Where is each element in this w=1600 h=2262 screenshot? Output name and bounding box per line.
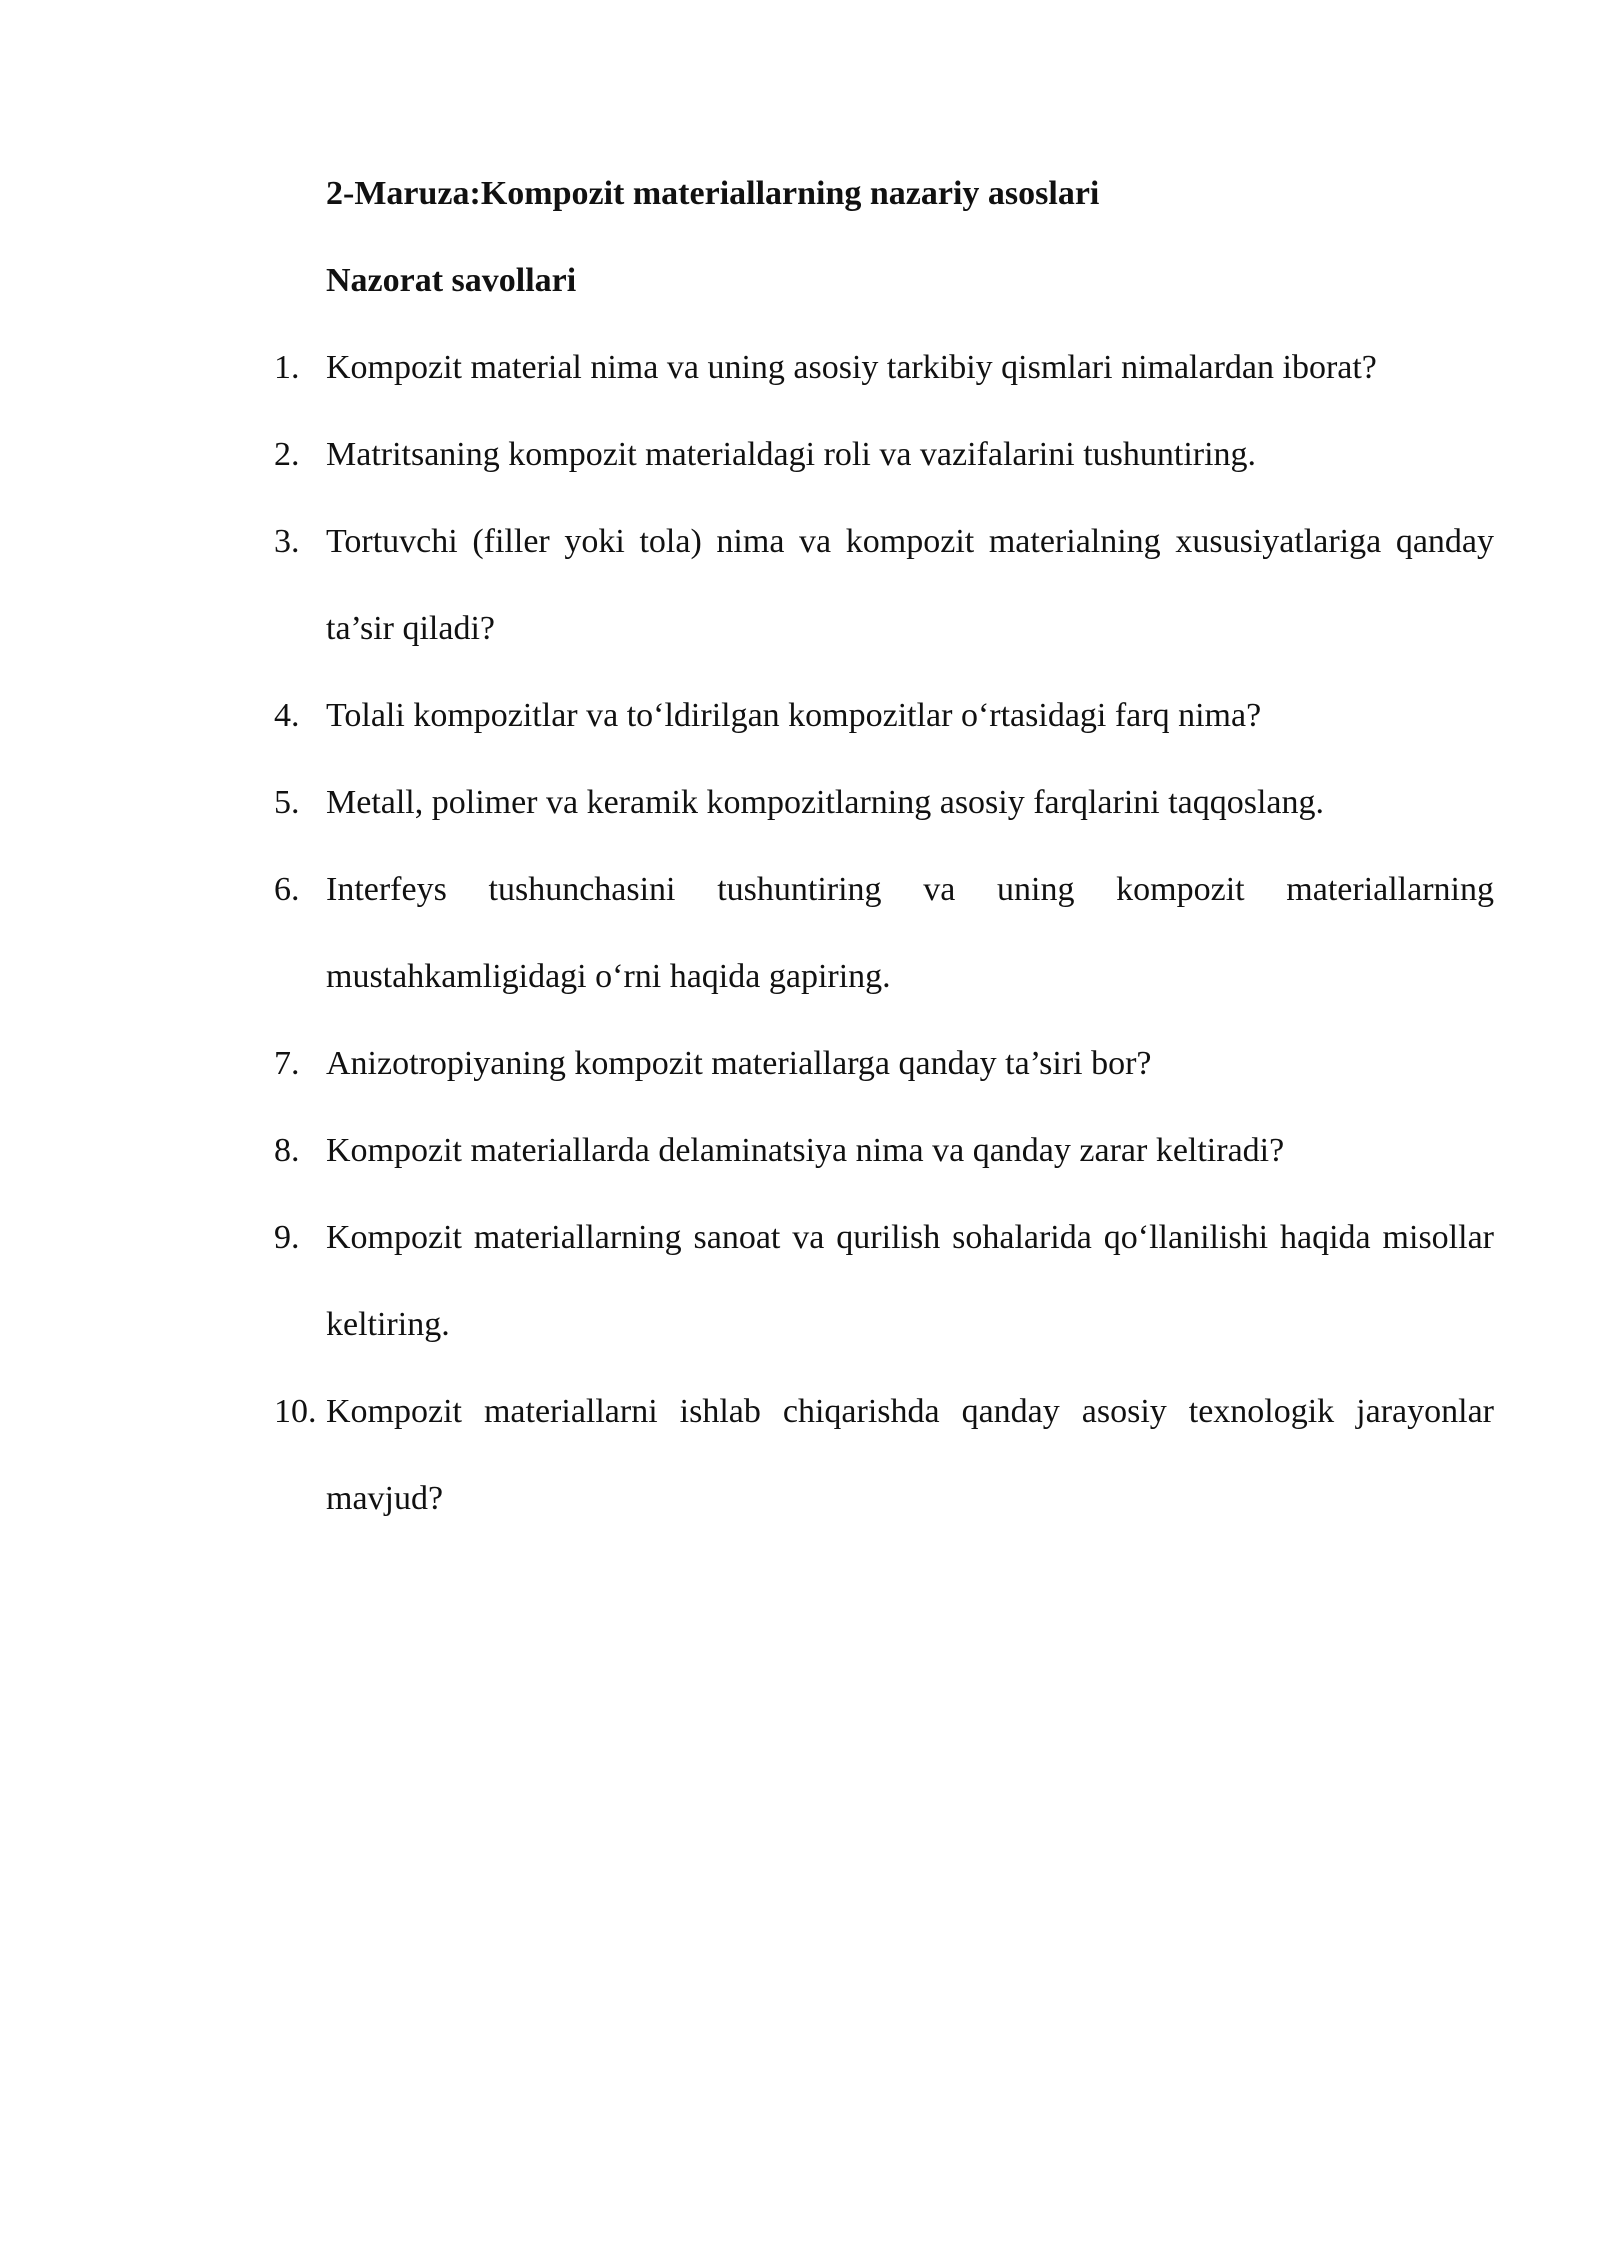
question-text: Anizotropiyaning kompozit materiallarga qanday ta’siri bor? (326, 1045, 1152, 1082)
question-item-8 (274, 1107, 1494, 1194)
lecture-title: 2-Maruza:Kompozit materiallarning nazariy asoslari (326, 175, 1100, 212)
question-number: 7. (274, 1045, 300, 1082)
question-text: Tolali kompozitlar va to‘ldirilgan kompozitlar o‘rtasidagi farq nima? (326, 697, 1262, 734)
question-item-4 (274, 672, 1494, 759)
question-item-10 (274, 1368, 1494, 1542)
question-number: 3. (274, 523, 300, 560)
question-text: Interfeys tushunchasini tushuntiring va uning kompozit materiallarning mustahkamligidagi o‘rni haqida gapiring. (326, 871, 1494, 995)
question-item-5 (274, 759, 1494, 846)
question-text: Kompozit materiallarda delaminatsiya nima va qanday zarar keltiradi? (326, 1132, 1285, 1169)
question-number: 2. (274, 436, 300, 473)
question-text: Kompozit materiallarning sanoat va qurilish sohalarida qo‘llanilishi haqida misollar keltiring. (326, 1219, 1494, 1343)
question-text: Kompozit material nima va uning asosiy tarkibiy qismlari nimalardan iborat? (326, 349, 1377, 386)
question-item-1 (274, 324, 1494, 411)
question-item-6 (274, 846, 1494, 1020)
question-number: 4. (274, 697, 300, 734)
question-text: Metall, polimer va keramik kompozitlarning asosiy farqlarini taqqoslang. (326, 784, 1325, 821)
question-item-7 (274, 1020, 1494, 1107)
question-number: 5. (274, 784, 300, 821)
question-number: 6. (274, 871, 300, 908)
question-number: 10. (274, 1393, 317, 1430)
question-text: Kompozit materiallarni ishlab chiqarishda qanday asosiy texnologik jarayonlar mavjud? (326, 1393, 1494, 1517)
question-number: 9. (274, 1219, 300, 1256)
question-item-2 (274, 411, 1494, 498)
page-content (274, 150, 1494, 1542)
section-heading: Nazorat savollari (326, 262, 577, 299)
questions-list (274, 324, 1494, 1542)
question-number: 8. (274, 1132, 300, 1169)
question-item-3 (274, 498, 1494, 672)
question-text: Matritsaning kompozit materialdagi roli va vazifalarini tushuntiring. (326, 436, 1257, 473)
question-text: Tortuvchi (filler yoki tola) nima va kompozit materialning xususiyatlariga qanday ta’sir qiladi? (326, 523, 1494, 647)
question-number: 1. (274, 349, 300, 386)
question-item-9 (274, 1194, 1494, 1368)
